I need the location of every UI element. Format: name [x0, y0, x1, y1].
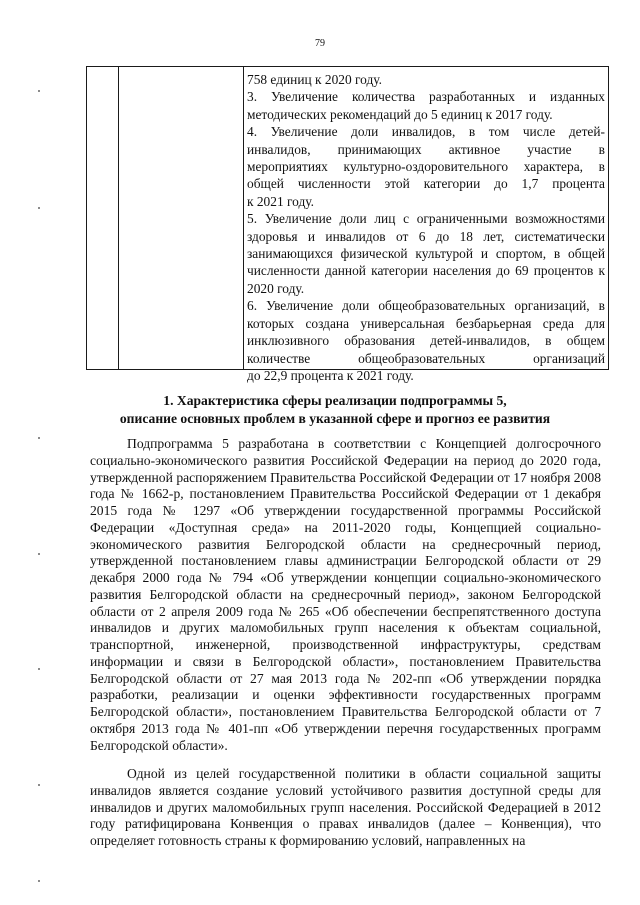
paragraph-text: Подпрограмма 5 разработана в соответствии с Концепцией долгосрочного социально-экономического развития Российской Федерации на период до 2020 года, утвержденной распоряжением Правительства Российской Федерации от 17 ноября 2008 года № 1662-р, постановлением Правительства Российской Федерации от 1 декабря 2015 года № 1297 «Об утверждении государственной программы Российской Федерации «Доступная среда» на 2011-2020 годы, Концепцией социально-экономического развития Белгородской области на среднесрочный период, утвержденной постановлением главы администрации Белгородской области от 29 декабря 2000 года № 794 «Об утверждении концепции социально-экономического развития Белгородской области на среднесрочный период», законом Белгородской области от 2 апреля 2009 года № 265 «Об обеспечении беспрепятственного доступа инвалидов и других маломобильных групп населения к объектам социальной, транспортной, инженерной, производственной инфраструктуры, средствам информации и связи в Белгородской области», постановлением Правительства Белгородской области от 27 мая 2013 года № 202-пп «Об утверждении порядка разработки, реализации и оценки эффективности государственных программ Белгородской области», постановлением Правительства Белгородской области от 7 октября 2013 года № 401-пп «Об утверждении перечня государственных программ Белгородской области».: [90, 436, 601, 753]
margin-mark: [38, 880, 40, 882]
table-text-line: 2020 году.: [247, 280, 305, 296]
table-text-line: общей численности этой категории до 1,7 процента: [247, 176, 605, 192]
section-heading: [60, 392, 610, 428]
table-text-line: 6. Увеличение доли общеобразовательных организаций, в: [247, 298, 605, 314]
table-column-divider: [118, 67, 119, 369]
table-text-line: численности данной категории населения до 69 процентов к: [247, 263, 605, 279]
body-paragraph: [90, 436, 601, 754]
table-text-line: 4. Увеличение доли инвалидов, в том числе детей-: [247, 124, 605, 140]
margin-mark: [38, 784, 40, 786]
paragraph-text: Одной из целей государственной политики в области социальной защиты инвалидов является создание условий устойчивого развития доступной среды для инвалидов и других маломобильных групп населения. Российской Федерацией в 2012 году ратифицирована Конвенция о правах инвалидов (далее – Конвенция), что определяет готовность страны к формированию условий, направленных на: [90, 766, 601, 848]
table-text-line: которых создана универсальная безбарьерная среда для: [247, 315, 605, 331]
table-text-line: к 2021 году.: [247, 193, 314, 209]
body-paragraph: [90, 766, 601, 850]
table-text-line: мероприятиях культурно-оздоровительного характера, в: [247, 159, 605, 175]
continuation-table: [86, 66, 609, 383]
table-text-line: инклюзивного образования детей-инвалидов, в общем: [247, 333, 605, 349]
expected-results-cell: [247, 71, 605, 384]
table-text-line: занимающихся физической культурой и спортом, в общей: [247, 246, 605, 262]
table-text-line: методических рекомендаций до 5 единиц к 2017 году.: [247, 106, 553, 122]
table-column-divider: [243, 67, 244, 369]
table-text-line: 758 единиц к 2020 году.: [247, 72, 382, 87]
table-text-line: здоровья и инвалидов от 6 до 18 лет, систематически: [247, 228, 605, 244]
table-text-line: количестве общеобразовательных организаций: [247, 350, 605, 366]
table-text-line: инвалидов, принимающих активное участие в: [247, 141, 605, 157]
section-heading-line: описание основных проблем в указанной сфере и прогноз ее развития: [119, 411, 551, 426]
table-text-line: 3. Увеличение количества разработанных и изданных: [247, 89, 605, 105]
margin-mark: [38, 553, 40, 555]
margin-mark: [38, 437, 40, 439]
margin-mark: [38, 90, 40, 92]
table-text-line: 5. Увеличение доли лиц с ограниченными возможностями: [247, 211, 605, 227]
margin-mark: [38, 668, 40, 670]
table-text-line: до 22,9 процента к 2021 году.: [247, 367, 414, 383]
margin-mark: [38, 207, 40, 209]
page-number: 79: [315, 38, 325, 49]
section-heading-line: 1. Характеристика сферы реализации подпрограммы 5,: [163, 393, 507, 408]
